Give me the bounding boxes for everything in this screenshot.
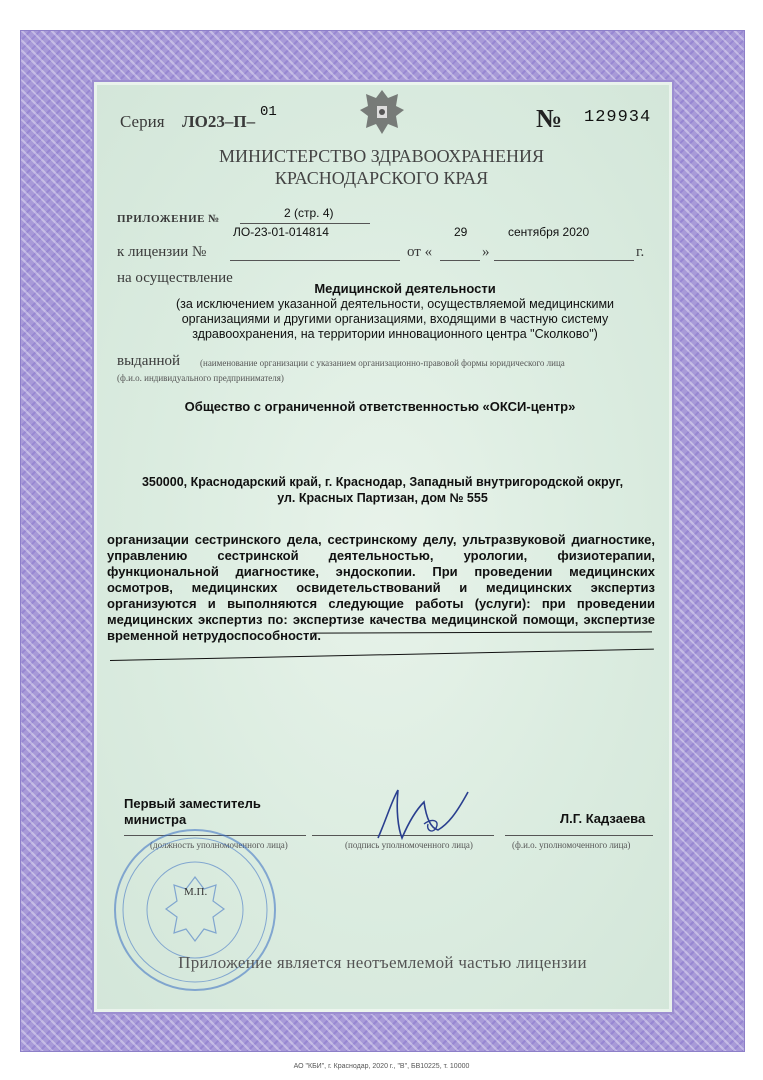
appendix-value: 2 (стр. 4) xyxy=(284,206,334,220)
stamp-label: М.П. xyxy=(184,886,208,898)
signer-name: Л.Г. Кадзаева xyxy=(560,811,646,826)
series-value: ЛО23–П– xyxy=(182,112,256,131)
license-from-label: от « xyxy=(407,244,433,260)
license-month: сентября 2020 xyxy=(508,225,590,239)
series-number: 01 xyxy=(260,104,277,120)
address-line-1: 350000, Краснодарский край, г. Краснодар, Западный внутригородской округ, xyxy=(141,475,624,489)
printer-info: АО "КБИ", г. Краснодар, 2020 г., "В", БВ10225, т. 10000 xyxy=(293,1063,470,1070)
organization-name: Общество с ограниченной ответственностью «ОКСИ-центр» xyxy=(184,399,576,414)
services-text xyxy=(107,532,655,644)
license-day-close: » xyxy=(482,244,490,260)
activity-description: (за исключением указанной деятельности, осуществляемой медицинскими организациями и другими организациями, входящими в частную систему здравоохранения, на территории инновационного центра "Сколково") xyxy=(175,297,615,341)
ministry-line-2: КРАСНОДАРСКОГО КРАЯ xyxy=(274,168,489,188)
signature-icon xyxy=(368,780,478,850)
license-label: к лицензии № xyxy=(117,244,207,260)
name-hint: (ф.и.о. уполномоченного лица) xyxy=(512,840,631,850)
issued-hint-2: (ф.и.о. индивидуального предпринимателя) xyxy=(117,373,284,383)
issued-label: выданной xyxy=(117,353,181,369)
address-line-2: ул. Красных Партизан, дом № 555 xyxy=(277,491,488,505)
license-year-suffix: г. xyxy=(636,244,645,260)
license-number: ЛО-23-01-014814 xyxy=(233,225,329,239)
series-label: Серия xyxy=(120,112,165,131)
issued-hint-1: (наименование организации с указанием организационно-правовой формы юридического лица xyxy=(200,358,565,368)
ministry-line-1: МИНИСТЕРСТВО ЗДРАВООХРАНЕНИЯ xyxy=(219,146,544,166)
activity-label: на осуществление xyxy=(117,270,233,286)
appendix-label: ПРИЛОЖЕНИЕ № xyxy=(117,213,220,225)
coat-of-arms-icon xyxy=(352,84,412,144)
position-line-2: министра xyxy=(124,812,187,827)
position-line-1: Первый заместитель xyxy=(124,796,261,811)
signature-hint: (подпись уполномоченного лица) xyxy=(345,840,473,850)
footer-note: Приложение является неотъемлемой частью лицензии xyxy=(178,953,587,972)
services-paragraph: организации сестринского дела, сестринскому делу, ультразвуковой диагностике, управлению сестринской деятельностью, урологии, физиотерапии, функциональной диагностике, эндоскопии. При проведении медицинских осмотров, медицинских освидетельствований и медицинских экспертиз организуются и выполняются следующие работы (услуги): при проведении медицинских экспертиз по: экспертизе качества медицинской помощи, экспертизе временной нетрудоспособности. xyxy=(107,532,655,643)
activity-title: Медицинской деятельности xyxy=(314,281,496,296)
license-day: 29 xyxy=(454,225,468,239)
position-hint: (должность уполномоченного лица) xyxy=(150,840,288,850)
number-symbol: № xyxy=(536,104,563,133)
number-value: 129934 xyxy=(584,108,652,127)
